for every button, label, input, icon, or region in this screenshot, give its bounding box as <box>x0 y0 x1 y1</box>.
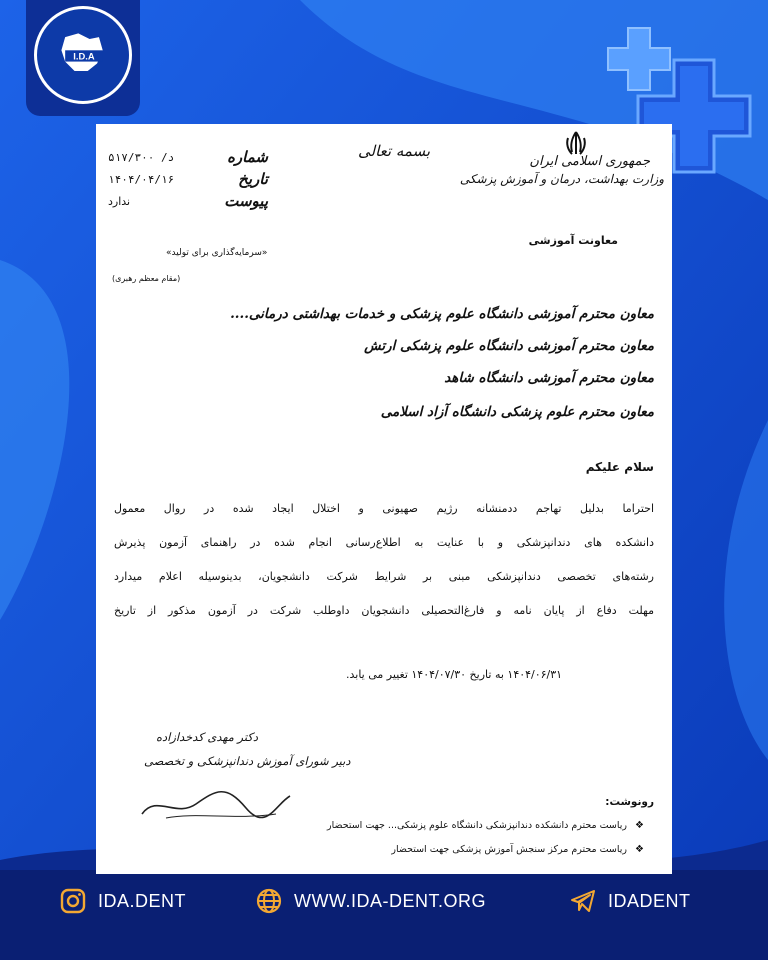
department-label: معاونت آموزشی <box>528 234 618 247</box>
instagram-link[interactable] <box>60 888 186 914</box>
meta-number: شماره ۵۱۷/۳۰۰ /د <box>108 148 268 166</box>
addressee-4: معاون محترم علوم پزشکی دانشگاه آزاد اسلامی <box>380 404 654 420</box>
globe-icon <box>256 888 282 914</box>
telegram-handle: IDADENT <box>608 890 691 911</box>
cc-item-1: ❖ریاست محترم دانشکده دندانپزشکی دانشگاه علوم پزشکی... جهت استحضار <box>326 820 644 831</box>
cc-item-2: ❖ریاست محترم مرکز سنجش آموزش پزشکی جهت استحضار <box>391 844 644 855</box>
telegram-link[interactable] <box>570 888 691 914</box>
gov-line-1: جمهوری اسلامی ایران <box>529 154 650 169</box>
slogan: «سرمایه‌گذاری برای تولید» <box>166 248 268 258</box>
instagram-icon <box>60 888 86 914</box>
signature-name: دکتر مهدی کدخدازاده <box>156 730 258 744</box>
body-line-2: دانشکده های دندانپزشکی و با عنایت به اطلاع‌رسانی انجام شده در راهنمای آزمون پذیرش <box>114 536 654 549</box>
slogan-attribution: (مقام معظم رهبری) <box>112 274 181 283</box>
cc-title: رونوشت: <box>605 796 654 808</box>
logo-abbrev: I.D.A <box>73 51 95 62</box>
body-line-5: ۱۴۰۴/۰۶/۳۱ به تاریخ ۱۴۰۴/۰۷/۳۰ تغییر می یابد. <box>346 668 563 681</box>
diamond-bullet-icon: ❖ <box>635 820 644 831</box>
website-url: WWW.IDA-DENT.ORG <box>294 890 486 911</box>
meta-date: تاریخ ۱۴۰۴/۰۴/۱۶ <box>108 170 268 188</box>
greeting: سلام علیکم <box>585 460 654 474</box>
telegram-icon <box>570 888 596 914</box>
signature-scribble <box>136 774 296 824</box>
gov-line-2: وزارت بهداشت، درمان و آموزش پزشکی <box>459 172 664 186</box>
instagram-handle: IDA.DENT <box>98 890 187 911</box>
body-line-4: مهلت دفاع از پایان نامه و فارغ‌التحصیلی دانشجویان داوطلب شرکت در آزمون مذکور از تاریخ <box>114 604 654 617</box>
body-line-1: احتراما بدلیل تهاجم ددمنشانه رژیم صهیونی و اختلال ایجاد شده در روال معمول <box>114 502 654 515</box>
meta-attachment: پیوست ندارد <box>108 192 268 210</box>
iran-emblem-icon <box>562 130 590 156</box>
ida-logo <box>26 0 140 116</box>
letter-besmellah: بسمه تعالی <box>358 142 431 160</box>
addressee-3: معاون محترم آموزشی دانشگاه شاهد <box>444 370 654 386</box>
letter-meta <box>108 146 268 212</box>
footer-bar <box>0 870 768 932</box>
diamond-bullet-icon: ❖ <box>635 844 644 855</box>
signature-title: دبیر شورای آموزش دندانپزشکی و تخصصی <box>144 754 351 768</box>
addressee-1: معاون محترم آموزشی دانشگاه علوم پزشکی و خدمات بهداشتی درمانی.... <box>230 306 654 322</box>
addressee-2: معاون محترم آموزشی دانشگاه علوم پزشکی ارتش <box>364 338 654 354</box>
body-line-3: رشته‌های تخصصی دندانپزشکی مبنی بر شرایط شرکت دانشجویان، بدینوسیله اعلام میدارد <box>114 570 654 583</box>
official-letter <box>96 124 672 874</box>
website-link[interactable] <box>256 888 486 914</box>
ida-logo-emblem <box>34 6 132 104</box>
